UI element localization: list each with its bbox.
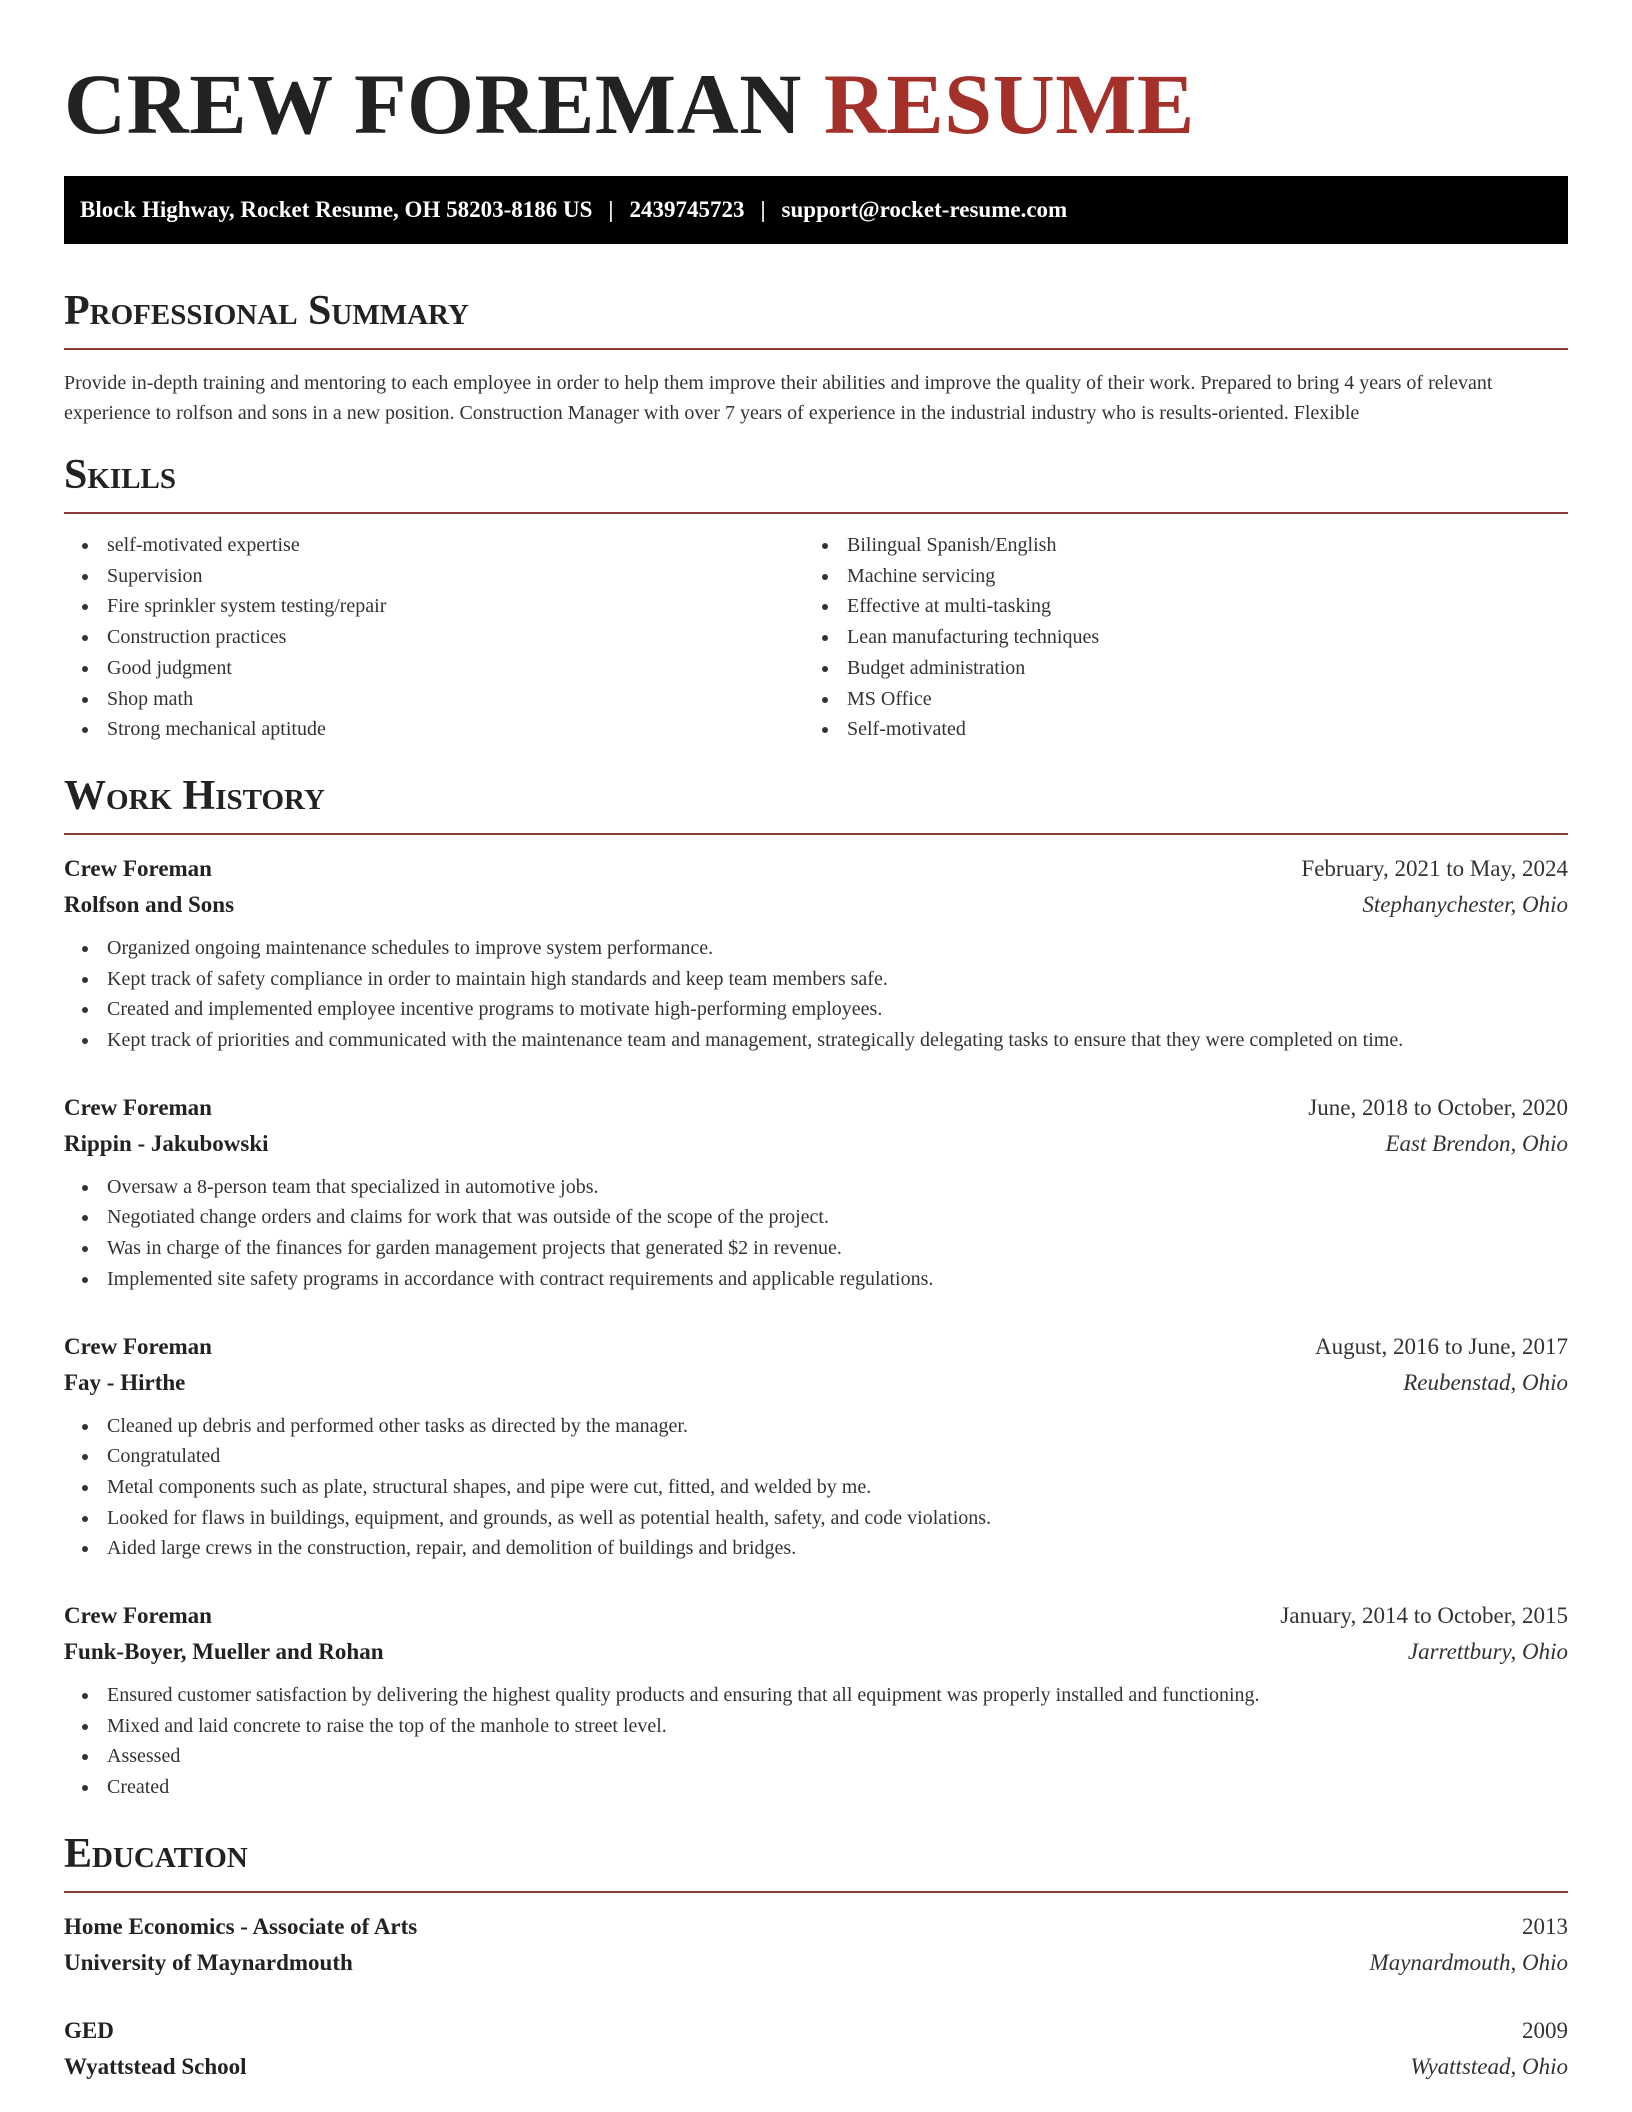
education-location: Maynardmouth, Ohio <box>1369 1949 1568 1975</box>
job-entry <box>64 851 1568 1056</box>
job-role: Crew Foreman <box>64 1333 212 1359</box>
job-company: Rippin - Jakubowski <box>64 1130 269 1156</box>
job-bullet: Negotiated change orders and claims for work that was outside of the scope of the project. <box>64 1202 1568 1233</box>
skill-item: Lean manufacturing techniques <box>804 622 1544 653</box>
skills-column-right <box>804 530 1544 745</box>
job-title-row <box>64 1090 1568 1126</box>
education-school-row <box>64 1945 1568 1981</box>
job-bullet: Oversaw a 8-person team that specialized in automotive jobs. <box>64 1172 1568 1203</box>
job-company: Funk-Boyer, Mueller and Rohan <box>64 1639 384 1665</box>
section-divider <box>64 833 1568 835</box>
skill-item: Supervision <box>64 561 804 592</box>
education-school: University of Maynardmouth <box>64 1949 353 1975</box>
education-degree: GED <box>64 2017 114 2043</box>
education-school: Wyattstead School <box>64 2053 247 2079</box>
job-bullet: Created and implemented employee incentive programs to motivate high-performing employees. <box>64 994 1568 1025</box>
job-bullet: Implemented site safety programs in accordance with contract requirements and applicable regulations. <box>64 1264 1568 1295</box>
resume-title <box>64 0 1568 154</box>
skill-item: Strong mechanical aptitude <box>64 714 804 745</box>
contact-email[interactable]: support@rocket-resume.com <box>781 197 1068 222</box>
contact-bar <box>64 176 1568 244</box>
job-dates: June, 2018 to October, 2020 <box>1308 1094 1568 1120</box>
job-location: East Brendon, Ohio <box>1385 1130 1568 1156</box>
education-degree-row <box>64 1909 1568 1945</box>
job-bullet: Metal components such as plate, structural shapes, and pipe were cut, fitted, and welded by me. <box>64 1472 1568 1503</box>
job-title-row <box>64 1329 1568 1365</box>
skill-item: Bilingual Spanish/English <box>804 530 1544 561</box>
job-bullet: Organized ongoing maintenance schedules to improve system performance. <box>64 933 1568 964</box>
job-company-row <box>64 1365 1568 1401</box>
education-degree: Home Economics - Associate of Arts <box>64 1913 418 1939</box>
education-location: Wyattstead, Ohio <box>1410 2053 1568 2079</box>
job-role: Crew Foreman <box>64 1094 212 1120</box>
job-bullets <box>64 1411 1568 1565</box>
job-title-row <box>64 851 1568 887</box>
skill-item: Self-motivated <box>804 714 1544 745</box>
skill-item: MS Office <box>804 684 1544 715</box>
job-dates: August, 2016 to June, 2017 <box>1315 1333 1568 1359</box>
section-divider <box>64 1891 1568 1893</box>
education-section <box>64 1829 1568 2085</box>
work-history-heading: Work History <box>64 772 325 819</box>
skill-item: Shop math <box>64 684 804 715</box>
job-bullet: Created <box>64 1772 1568 1803</box>
job-dates: February, 2021 to May, 2024 <box>1301 855 1568 881</box>
education-school-row <box>64 2049 1568 2085</box>
skills-heading: Skills <box>64 452 177 498</box>
skill-item: Effective at multi-tasking <box>804 591 1544 622</box>
job-bullet: Was in charge of the finances for garden management projects that generated $2 in revenue. <box>64 1233 1568 1264</box>
job-bullets <box>64 1172 1568 1295</box>
resume-page <box>64 0 1568 2085</box>
job-bullets <box>64 933 1568 1056</box>
title-main: CREW FOREMAN <box>64 56 802 152</box>
job-role: Crew Foreman <box>64 855 212 881</box>
title-accent: RESUME <box>823 56 1195 152</box>
summary-heading: Professional Summary <box>64 288 469 334</box>
education-year: 2009 <box>1522 2017 1568 2043</box>
skill-item: Budget administration <box>804 653 1544 684</box>
job-company-row <box>64 887 1568 923</box>
skill-item: Fire sprinkler system testing/repair <box>64 591 804 622</box>
job-entry <box>64 1090 1568 1295</box>
education-entry <box>64 1909 1568 1981</box>
skill-item: Machine servicing <box>804 561 1544 592</box>
job-bullets <box>64 1680 1568 1803</box>
job-location: Reubenstad, Ohio <box>1403 1369 1568 1395</box>
job-title-row <box>64 1598 1568 1634</box>
skill-item: Good judgment <box>64 653 804 684</box>
job-bullet: Kept track of priorities and communicated with the maintenance team and management, strategically delegating tasks to ensure that they were completed on time. <box>64 1025 1568 1056</box>
education-year: 2013 <box>1522 1913 1568 1939</box>
education-heading: Education <box>64 1830 248 1877</box>
section-divider <box>64 348 1568 350</box>
skills-columns <box>64 530 1568 745</box>
education-degree-row <box>64 2013 1568 2049</box>
job-bullet: Cleaned up debris and performed other tasks as directed by the manager. <box>64 1411 1568 1442</box>
education-entry <box>64 2013 1568 2085</box>
job-bullet: Congratulated <box>64 1441 1568 1472</box>
job-company: Rolfson and Sons <box>64 891 235 917</box>
contact-address: Block Highway, Rocket Resume, OH 58203-8186 US <box>80 197 593 222</box>
job-bullet: Looked for flaws in buildings, equipment, and grounds, as well as potential health, safety, and code violations. <box>64 1503 1568 1534</box>
job-bullet: Kept track of safety compliance in order to maintain high standards and keep team members safe. <box>64 964 1568 995</box>
job-company: Fay - Hirthe <box>64 1369 186 1395</box>
skill-item: self-motivated expertise <box>64 530 804 561</box>
job-role: Crew Foreman <box>64 1603 212 1629</box>
contact-separator: | <box>760 197 766 222</box>
skill-item: Construction practices <box>64 622 804 653</box>
summary-text: Provide in-depth training and mentoring to each employee in order to help them improve their abilities and improve the quality of their work. Prepared to bring 4 years of relevant experience to rolfson and sons in a new position. Construction Manager with over 7 years of experience in the industrial industry who is results-oriented. Flexible <box>64 372 1493 424</box>
job-dates: January, 2014 to October, 2015 <box>1280 1603 1568 1629</box>
job-entry <box>64 1598 1568 1803</box>
summary-section <box>64 286 1568 428</box>
section-divider <box>64 512 1568 514</box>
work-history-section <box>64 771 1568 1803</box>
contact-phone: 2439745723 <box>629 197 745 222</box>
contact-separator: | <box>608 197 614 222</box>
job-entry <box>64 1329 1568 1565</box>
job-location: Stephanychester, Ohio <box>1362 891 1568 917</box>
job-bullet: Assessed <box>64 1741 1568 1772</box>
job-bullet: Ensured customer satisfaction by delivering the highest quality products and ensuring that all equipment was properly installed and functioning. <box>64 1680 1568 1711</box>
job-location: Jarrettbury, Ohio <box>1407 1639 1568 1665</box>
job-company-row <box>64 1634 1568 1670</box>
job-bullet: Aided large crews in the construction, repair, and demolition of buildings and bridges. <box>64 1533 1568 1564</box>
skills-column-left <box>64 530 804 745</box>
job-company-row <box>64 1126 1568 1162</box>
skills-section <box>64 450 1568 745</box>
job-bullet: Mixed and laid concrete to raise the top of the manhole to street level. <box>64 1711 1568 1742</box>
